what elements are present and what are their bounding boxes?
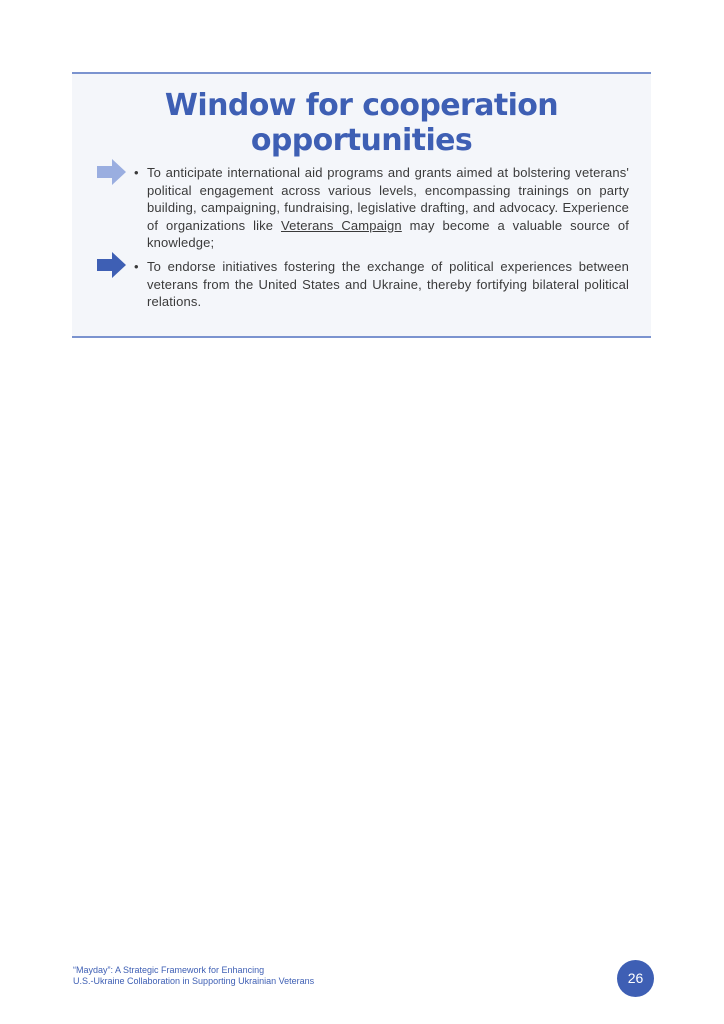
bullet-text-end: may become a valuable source of knowledge; xyxy=(147,217,630,251)
footer-caption xyxy=(73,965,314,987)
bullet-dot: • xyxy=(134,258,139,274)
list-item xyxy=(132,164,629,252)
page-number-badge: 26 xyxy=(617,960,654,997)
arrow-right-icon xyxy=(97,159,126,185)
bullet-dot: • xyxy=(134,165,139,180)
footer-line-2: U.S.-Ukraine Collaboration in Supporting Ukrainian Veterans xyxy=(73,976,315,986)
bullet-text: To endorse initiatives fostering the exchange of political experiences between veterans from the United States and Ukraine, thereby fortifying bilateral political relations. xyxy=(147,258,629,310)
list-item xyxy=(132,258,629,311)
section-title: Window for cooperation opportunities xyxy=(164,88,559,158)
bullet-text-start: To anticipate international aid programs and grants aimed at bolstering veterans' political engagement across various levels, encompassing trainings on party building, campaigning, fundraising, legislative drafting, and advocacy. Experience of organizations like xyxy=(147,165,629,233)
veterans-campaign-link[interactable]: Veterans Campaign xyxy=(281,217,402,233)
footer-line-1: “Mayday”: A Strategic Framework for Enhancing xyxy=(73,965,265,975)
arrow-right-icon xyxy=(97,252,126,278)
arrow-right-icon-shape-1 xyxy=(97,159,126,185)
arrow-right-icon-shape-2 xyxy=(97,252,126,278)
cooperation-panel xyxy=(72,72,651,338)
bullet-list xyxy=(132,164,629,311)
